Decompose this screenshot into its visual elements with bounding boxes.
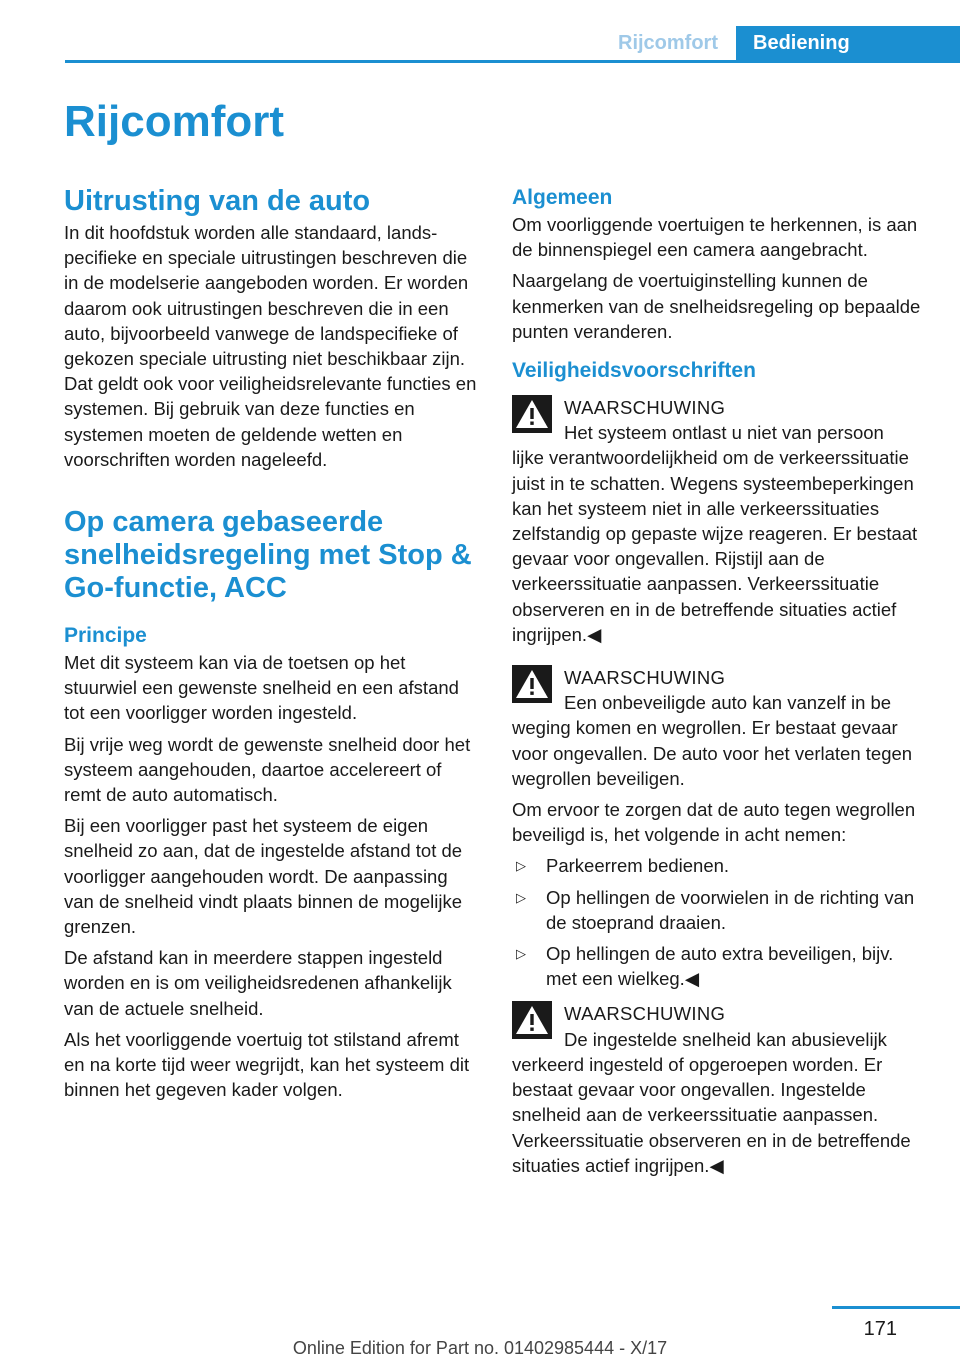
paragraph-principe-3: Bij een voorligger past het systeem de eigen snelheid zo aan, dat de ingestelde afstand tot de voorligger aangehouden wordt. De aanpassing van de snelheid vindt plaats binnen de mogelijke grenzen. bbox=[64, 815, 463, 938]
warning-3-text-first: De ingestelde snelheid kan abusievelijk bbox=[564, 1028, 887, 1050]
warning-1-text: lijke verantwoordelijkheid om de verkeerssituatie juist in te schatten. Wegens systeembeperkingen kan het systeem niet in alle verkeerssituaties zelfstandig op gepaste wijze reageren. Er bestaat gevaar voor ongevallen. Rijstijl aan de verkeerssituatie aanpassen. Verkeerssituatie observeren en in de betreffende situaties actief ingrijpen.◀ bbox=[512, 447, 918, 645]
heading-acc: Op camera gebaseerde snelheidsregeling met Stop & Go-functie, ACC bbox=[64, 506, 472, 605]
list-item bbox=[512, 885, 927, 935]
triangle-bullet-icon: ▷ bbox=[516, 889, 526, 905]
list-item bbox=[512, 853, 927, 878]
warning-2-text: weging komen en wegrollen. Er bestaat gevaar voor ongevallen. De auto voor het verlaten tegen wegrollen beveiligen. bbox=[512, 717, 913, 789]
triangle-bullet-icon: ▷ bbox=[516, 946, 526, 962]
paragraph-principe-2: Bij vrije weg wordt de gewenste snelheid door het systeem aangehouden, daartoe accelereert of remt de auto automatisch. bbox=[64, 733, 471, 806]
bullet-list bbox=[512, 853, 927, 991]
list-item-text: Parkeerrem bedienen. bbox=[546, 855, 730, 877]
paragraph-wegrollen: Om ervoor te zorgen dat de auto tegen wegrollen beveiligd is, het volgende in acht nemen: bbox=[512, 799, 916, 846]
warning-1-text-first: Het systeem ontlast u niet van persoon bbox=[564, 422, 884, 444]
list-item-text: Op hellingen de voorwielen in de richting van de stoeprand draaien. bbox=[546, 886, 915, 933]
paragraph-principe-4: De afstand kan in meerdere stappen ingesteld worden en is om veiligheidsredenen afhankelijk van de actuele snelheid. bbox=[64, 947, 452, 1019]
warning-triangle-icon bbox=[512, 1001, 552, 1039]
warning-3-title: WAARSCHUWING bbox=[564, 1003, 726, 1025]
heading-veiligheid: Veiligheidsvoorschriften bbox=[512, 359, 756, 383]
page-title: Rijcomfort bbox=[64, 97, 284, 146]
edition-footer: Online Edition for Part no. 01402985444 - X/17 bbox=[292, 1338, 668, 1358]
heading-algemeen: Algemeen bbox=[512, 186, 613, 209]
warning-block-3 bbox=[512, 1001, 927, 1177]
header-divider bbox=[65, 60, 960, 63]
list-item-text: Op hellingen de auto extra beveiligen, bijv. met een wielkeg.◀ bbox=[546, 943, 894, 990]
heading-principe: Principe bbox=[64, 624, 147, 648]
paragraph-principe-1: Met dit systeem kan via de toetsen op het stuurwiel een gewenste snelheid en een afstand tot een voorligger worden ingesteld. bbox=[64, 652, 459, 724]
list-item bbox=[512, 941, 927, 991]
triangle-bullet-icon: ▷ bbox=[516, 858, 526, 874]
heading-uitrusting: Uitrusting van de auto bbox=[64, 185, 371, 217]
header-tab-section[interactable]: Rijcomfort bbox=[618, 32, 718, 54]
paragraph-uitrusting: In dit hoofdstuk worden alle standaard, landspecifieke en speciale uitrustingen beschreven die in de modelserie aangeboden worden. Er worden daarom ook uitrustingen beschreven die in een auto, bijvoorbeeld vanwege de landspecifieke of gekozen speciale uitrusting niet beschikbaar zijn. Dat geldt ook voor veiligheidsrelevante functies en systemen. Bij gebruik van deze functies en systemen moeten de geldende wetten en voorschriften worden nageleefd. bbox=[64, 222, 477, 470]
right-column bbox=[512, 184, 927, 1184]
warning-1-title: WAARSCHUWING bbox=[564, 397, 726, 419]
header-tab-active[interactable]: Bediening bbox=[736, 26, 960, 62]
page-number: 171 bbox=[863, 1318, 897, 1340]
paragraph-algemeen-2: Naargelang de voertuiginstelling kunnen de kenmerken van de snelheidsregeling op bepaalde punten veranderen. bbox=[512, 270, 921, 342]
footer-divider bbox=[832, 1306, 960, 1309]
warning-triangle-icon bbox=[512, 395, 552, 433]
warning-block-2 bbox=[512, 665, 927, 791]
warning-2-text-first: Een onbeveiligde auto kan vanzelf in be bbox=[564, 692, 892, 714]
warning-block-1 bbox=[512, 395, 927, 647]
warning-triangle-icon bbox=[512, 665, 552, 703]
paragraph-algemeen-1: Om voorliggende voertuigen te herkennen, is aan de binnenspiegel een camera aangebracht. bbox=[512, 214, 918, 261]
warning-3-text: verkeerd ingesteld of opgeroepen worden. Er bestaat gevaar voor ongevallen. Ingestelde snelheid aan de verkeerssituatie aanpassen. Verkeerssituatie observeren en in de betreffende situaties actief ingrijpen.◀ bbox=[512, 1053, 911, 1176]
paragraph-principe-5: Als het voorliggende voertuig tot stilstand afremt en na korte tijd weer wegrijdt, kan het systeem dit binnen het gegeven kader volgen. bbox=[64, 1028, 470, 1101]
left-column bbox=[64, 184, 478, 1108]
warning-2-title: WAARSCHUWING bbox=[564, 667, 726, 689]
